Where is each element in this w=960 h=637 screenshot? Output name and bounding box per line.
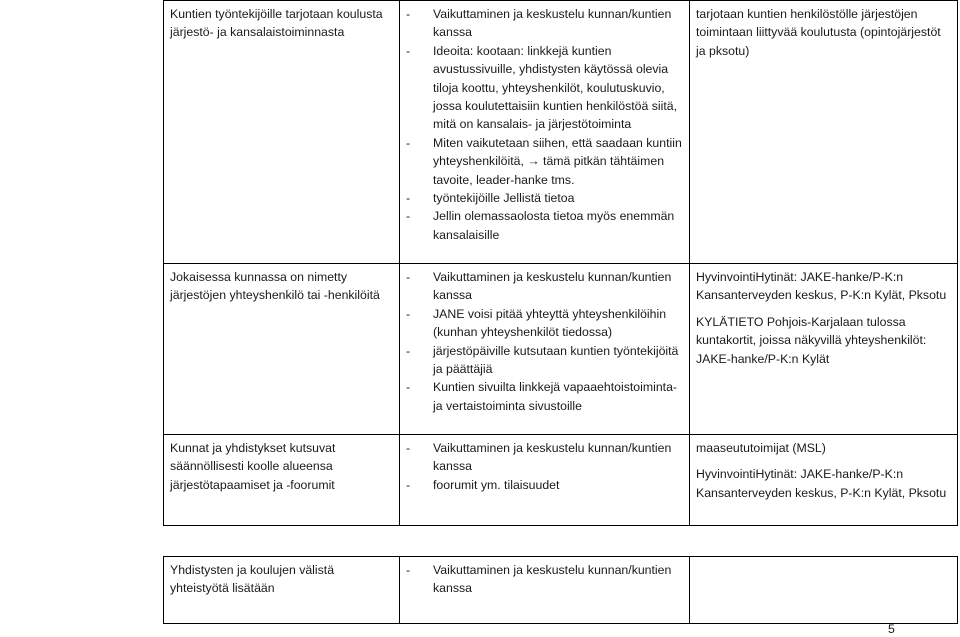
goal-text: Kunnat ja yhdistykset kutsuvat säännöllisesti koolle alueensa järjestötapaamiset ja -foorumit [170, 441, 336, 492]
goal-cell [164, 557, 400, 624]
list-item: - Miten vaikutetaan siihen, että saadaan kuntiin yhteyshenkilöitä, → tämä pitkän tähtäimen tavoite, leader-hanke tms. [406, 134, 683, 189]
list-item: - Vaikuttaminen ja keskustelu kunnan/kuntien kanssa [406, 5, 683, 42]
actions-cell [400, 435, 690, 526]
actions-list [406, 561, 683, 598]
actions-cell [400, 557, 690, 624]
actor-note: HyvinvointiHytinät: JAKE-hanke/P-K:n Kansanterveyden keskus, P-K:n Kylät, Pksotu [696, 467, 947, 500]
actor-note: maaseututoimijat (MSL) [696, 441, 826, 455]
goal-cell [164, 264, 400, 435]
list-item: - Vaikuttaminen ja keskustelu kunnan/kuntien kanssa [406, 439, 683, 476]
actions-list [406, 439, 683, 494]
actor-note: tarjotaan kuntien henkilöstölle järjestöjen toimintaan liittyvää koulutusta (opintojärjestöt ja pksotu) [696, 7, 941, 58]
page-number: 5 [888, 622, 895, 636]
actor-note: KYLÄTIETO Pohjois-Karjalaan tulossa kuntakortit, joissa näkyvillä yhteyshenkilöt: JAKE-hanke/P-K:n Kylät [696, 314, 927, 366]
actions-cell [400, 264, 690, 435]
list-item: - Jellin olemassaolosta tietoa myös enemmän kansalaisille [406, 207, 683, 244]
list-item: - JANE voisi pitää yhteyttä yhteyshenkilöihin (kunhan yhteyshenkilöt tiedossa) [406, 305, 683, 342]
table-spacer [164, 526, 958, 557]
goal-text: Yhdistysten ja koulujen välistä yhteistyötä lisätään [170, 563, 335, 596]
table-row [164, 557, 958, 624]
actors-cell [690, 557, 958, 624]
actors-cell [690, 1, 958, 264]
table-row [164, 435, 958, 526]
goal-text: Jokaisessa kunnassa on nimetty järjestöjen yhteyshenkilö tai -henkilöitä [170, 270, 380, 303]
actions-list [406, 5, 683, 244]
list-item: - foorumit ym. tilaisuudet [406, 476, 683, 494]
goals-table [163, 0, 958, 624]
actors-cell [690, 264, 958, 435]
actors-cell [690, 435, 958, 526]
list-item: - Vaikuttaminen ja keskustelu kunnan/kuntien kanssa [406, 268, 683, 305]
list-item: - työntekijöille Jellistä tietoa [406, 189, 683, 207]
table-row [164, 1, 958, 264]
actions-cell [400, 1, 690, 264]
goal-text: Kuntien työntekijöille tarjotaan koulusta järjestö- ja kansalaistoiminnasta [170, 7, 383, 40]
goal-cell [164, 435, 400, 526]
table-row [164, 264, 958, 435]
list-item: - Vaikuttaminen ja keskustelu kunnan/kuntien kanssa [406, 561, 683, 598]
actor-note: HyvinvointiHytinät: JAKE-hanke/P-K:n Kansanterveyden keskus, P-K:n Kylät, Pksotu [696, 270, 947, 303]
goal-cell [164, 1, 400, 264]
list-item: - Kuntien sivuilta linkkejä vapaaehtoistoiminta- ja vertaistoiminta sivustoille [406, 378, 683, 415]
list-item: - Ideoita: kootaan: linkkejä kuntien avustussivuille, yhdistysten käytössä olevia tiloja koottu, yhteyshenkilöt, koulutuskuvio, jossa koulutettaisiin kuntien henkilöstöä siitä, mitä on kansalais- ja järjestötoiminta [406, 42, 683, 134]
list-item: - järjestöpäiville kutsutaan kuntien työntekijöitä ja päättäjiä [406, 342, 683, 379]
actions-list [406, 268, 683, 415]
